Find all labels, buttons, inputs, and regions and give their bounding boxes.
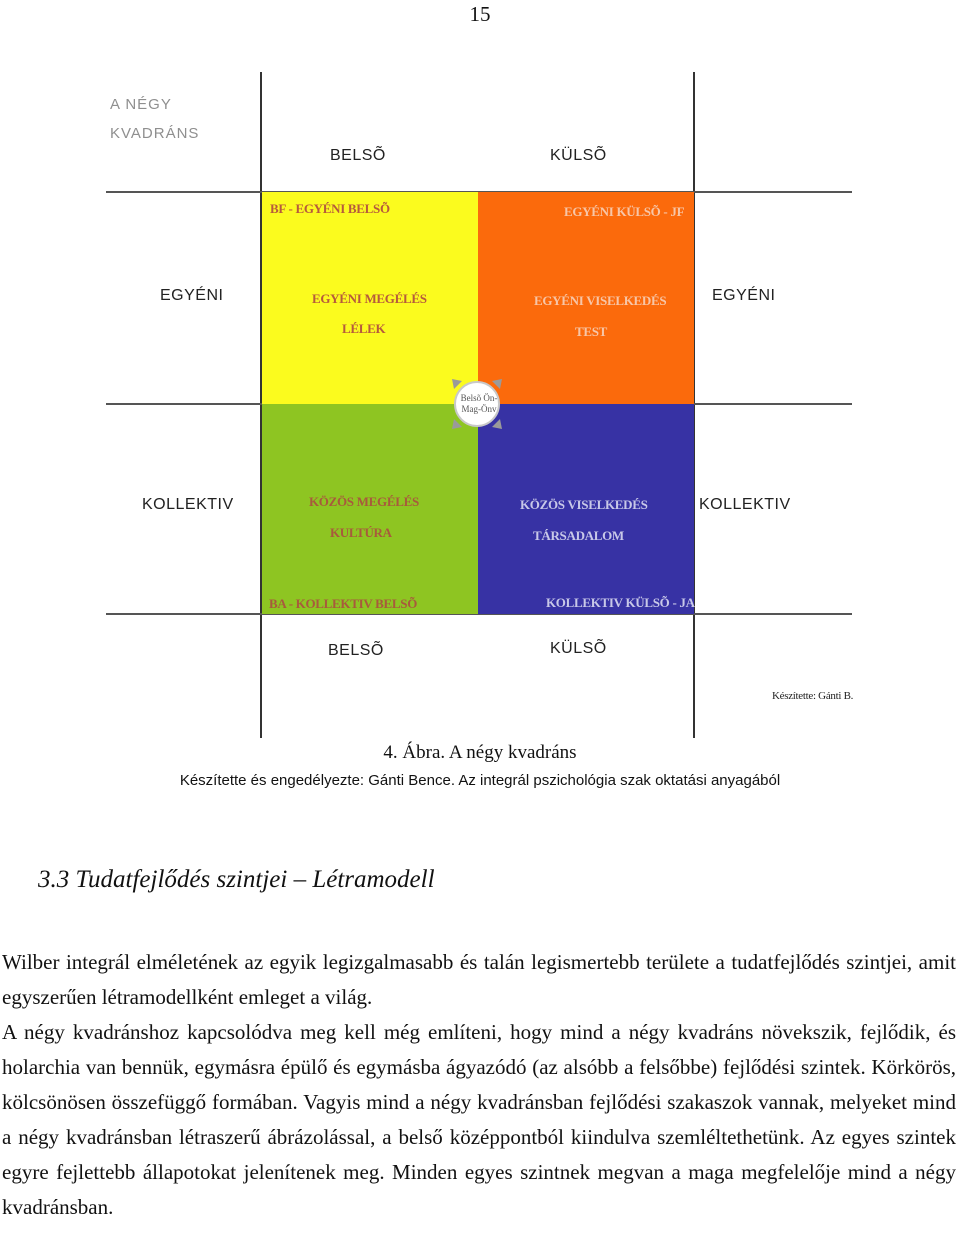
bottom-right-header: KÜLSÕ — [550, 640, 607, 657]
quadrant-lower-right-line1: KÖZÖS VISELKEDÉS — [520, 497, 648, 512]
paragraph-2: A négy kvadránshoz kapcsolódva meg kell még említeni, hogy mind a négy kvadráns növekszik, fejlődik, és holarchia van bennük, egymásra épülő és egymásba ágyazódó (az alsóbb a felsőbbe) fejlődési szintek. Körkörös, kölcsönösen összefüggő formában. Vagyis mind a négy kvadránsban fejlődési szakaszok vannak, melyeket mind a négy kvadránsban létraszerű ábrázolással, a belső középpontból kiindulva szemléltethetünk. Az egyes szintek egyre fejlettebb állapotokat jelenítenek meg. Minden egyes szintnek megvan a maga megfelelője mind a négy kvadránsban. — [2, 1020, 956, 1219]
paragraph-1: Wilber integrál elméletének az egyik legizgalmasabb és talán legismertebb területe a tudatfejlődés szintjei, amit egyszerűen létramodellként emleget a világ. — [2, 950, 956, 1009]
quadrant-lower-left-line2: KULTÚRA — [330, 525, 392, 540]
body-text — [2, 945, 956, 1225]
figure-caption-title: 4. Ábra. A négy kvadráns — [383, 742, 577, 763]
quadrant-upper-right-code: EGYÉNI KÜLSÕ - JF — [564, 204, 685, 219]
section-heading: 3.3 Tudatfejlődés szintjei – Létramodell — [38, 866, 435, 893]
figure-title — [110, 90, 199, 148]
figure-title-line1: A NÉGY — [110, 96, 172, 113]
right-upper-side-label: EGYÉNI — [712, 287, 776, 304]
quadrant-upper-right-line2: TEST — [575, 324, 608, 339]
right-lower-side-label: KOLLEKTIV — [699, 496, 791, 513]
figure-credit: Készítette: Gánti B. — [772, 690, 854, 702]
quadrant-lower-right-line2: TÁRSADALOM — [533, 528, 624, 543]
figure-title-line2: KVADRÁNS — [110, 125, 200, 142]
top-left-header: BELSÕ — [330, 147, 386, 164]
center-badge-line2: Mag-Önv — [461, 404, 497, 414]
top-right-header: KÜLSÕ — [550, 147, 607, 164]
figure-caption-subtitle: Készítette és engedélyezte: Gánti Bence. Az integrál pszichológia szak oktatási anyagából — [179, 772, 781, 789]
quadrant-upper-left-code: BF - EGYÉNI BELSÕ — [270, 201, 390, 216]
quadrant-upper-left-line2: LÉLEK — [342, 321, 386, 336]
page-number: 15 — [469, 2, 491, 26]
bottom-left-header: BELSÕ — [328, 642, 384, 659]
quadrant-lower-left-code: BA - KOLLEKTIV BELSÕ — [269, 596, 418, 611]
quadrant-upper-right-line1: EGYÉNI VISELKEDÉS — [534, 293, 667, 308]
left-upper-side-label: EGYÉNI — [160, 287, 224, 304]
quadrant-upper-left-line1: EGYÉNI MEGÉLÉS — [312, 291, 427, 306]
left-lower-side-label: KOLLEKTIV — [142, 496, 234, 513]
quadrant-lower-right-code: KOLLEKTIV KÜLSÕ - JA — [546, 595, 695, 610]
center-badge-arrows-icon — [448, 375, 506, 433]
quadrant-lower-left-line1: KÖZÖS MEGÉLÉS — [309, 494, 419, 509]
center-badge-line1: Belsõ Ön- — [460, 393, 498, 403]
